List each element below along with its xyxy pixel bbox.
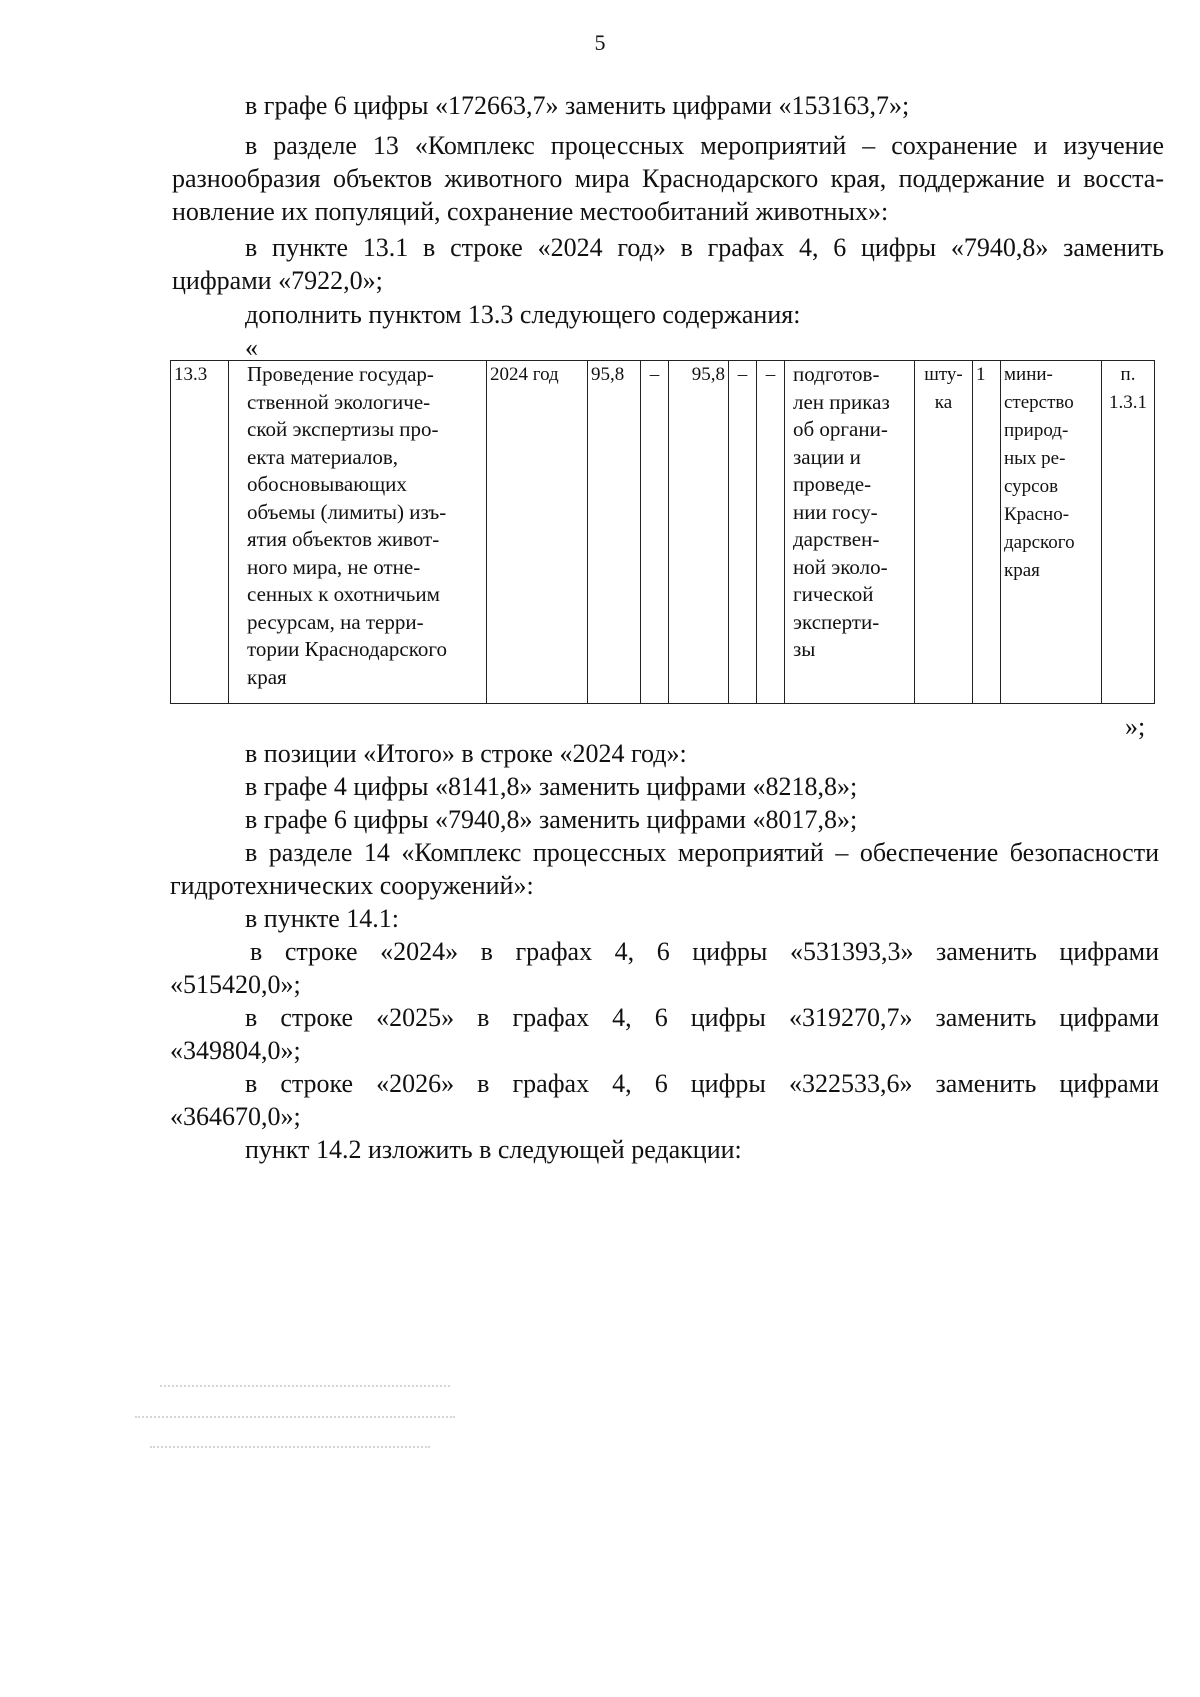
paragraph-section13-line3: новление их популяций, сохранение местообитаний животных»:	[172, 197, 889, 226]
paragraph-item131-line2: цифрами «7922,0»;	[172, 266, 383, 295]
paragraph-item142: пункт 14.2 изложить в следующей редакции:	[245, 1135, 742, 1164]
table-row	[171, 361, 1155, 704]
cell-col6: 95,8	[669, 361, 729, 704]
paragraph-item131-line1: в пункте 13.1 в строке «2024 год» в графах 4, 6 цифры «7940,8» заменить	[245, 233, 1164, 262]
paragraph-row2026-line1: в строке «2026» в графах 4, 6 цифры «322533,6» заменить цифрами	[245, 1069, 1159, 1098]
scan-artifact	[160, 1385, 450, 1393]
cell-col5: –	[641, 361, 669, 704]
paragraph-row2025-line1: в строке «2025» в графах 4, 6 цифры «319270,7» заменить цифрами	[245, 1003, 1159, 1032]
paragraph-graph4: в графе 4 цифры «8141,8» заменить цифрами «8218,8»;	[245, 772, 858, 801]
page-number: 5	[594, 30, 606, 55]
cell-total: 95,8	[588, 361, 641, 704]
scan-artifact	[150, 1446, 430, 1454]
cell-number: 13.3	[171, 361, 229, 704]
open-quote: «	[245, 333, 258, 362]
close-quote: »;	[1125, 712, 1146, 741]
paragraph-item141: в пункте 14.1:	[245, 904, 400, 933]
cell-col8: –	[757, 361, 785, 704]
cell-unit: шту- ка	[915, 361, 973, 704]
paragraph-graph6: в графе 6 цифры «172663,7» заменить цифрами «153163,7»;	[245, 91, 910, 120]
cell-quantity: 1	[973, 361, 1001, 704]
paragraph-row2025-line2: «349804,0»;	[170, 1036, 301, 1065]
cell-description: Проведение государ- ственной экологиче- ской экспертизы про- екта материалов, обосновывающих объемы (лимиты) изъ- ятия объектов живот- ного мира, не отне- сенных к охотничьим ресурсам, на терри- тории Краснодарского края	[229, 361, 487, 704]
cell-result: подготов- лен приказ об органи- зации и проведе- нии госу- дарствен- ной эколо- гической эксперти- зы	[785, 361, 915, 704]
scan-artifact	[135, 1416, 455, 1424]
cell-reference: п. 1.3.1	[1102, 361, 1155, 704]
paragraph-graph6-itogo: в графе 6 цифры «7940,8» заменить цифрами «8017,8»;	[245, 805, 858, 834]
paragraph-section13-line1: в разделе 13 «Комплекс процессных мероприятий – сохранение и изучение	[245, 131, 1164, 160]
paragraph-row2024-line1: в строке «2024» в графах 4, 6 цифры «531393,3» заменить цифрами	[250, 937, 1159, 966]
item-13-3-table	[170, 360, 1155, 704]
cell-responsible: мини- стерство природ- ных ре- сурсов Красно- дарского края	[1001, 361, 1102, 704]
cell-year: 2024 год	[487, 361, 588, 704]
paragraph-itogo: в позиции «Итого» в строке «2024 год»:	[245, 739, 687, 768]
paragraph-section14-line1: в разделе 14 «Комплекс процессных мероприятий – обеспечение безопасности	[245, 838, 1159, 867]
paragraph-row2024-line2: «515420,0»;	[170, 970, 301, 999]
paragraph-row2026-line2: «364670,0»;	[170, 1102, 301, 1131]
paragraph-section14-line2: гидротехнических сооружений»:	[170, 871, 534, 900]
paragraph-add-item133: дополнить пунктом 13.3 следующего содержания:	[245, 300, 801, 329]
cell-col7: –	[729, 361, 757, 704]
paragraph-section13-line2: разнообразия объектов животного мира Краснодарского края, поддержание и восста-	[172, 164, 1164, 193]
